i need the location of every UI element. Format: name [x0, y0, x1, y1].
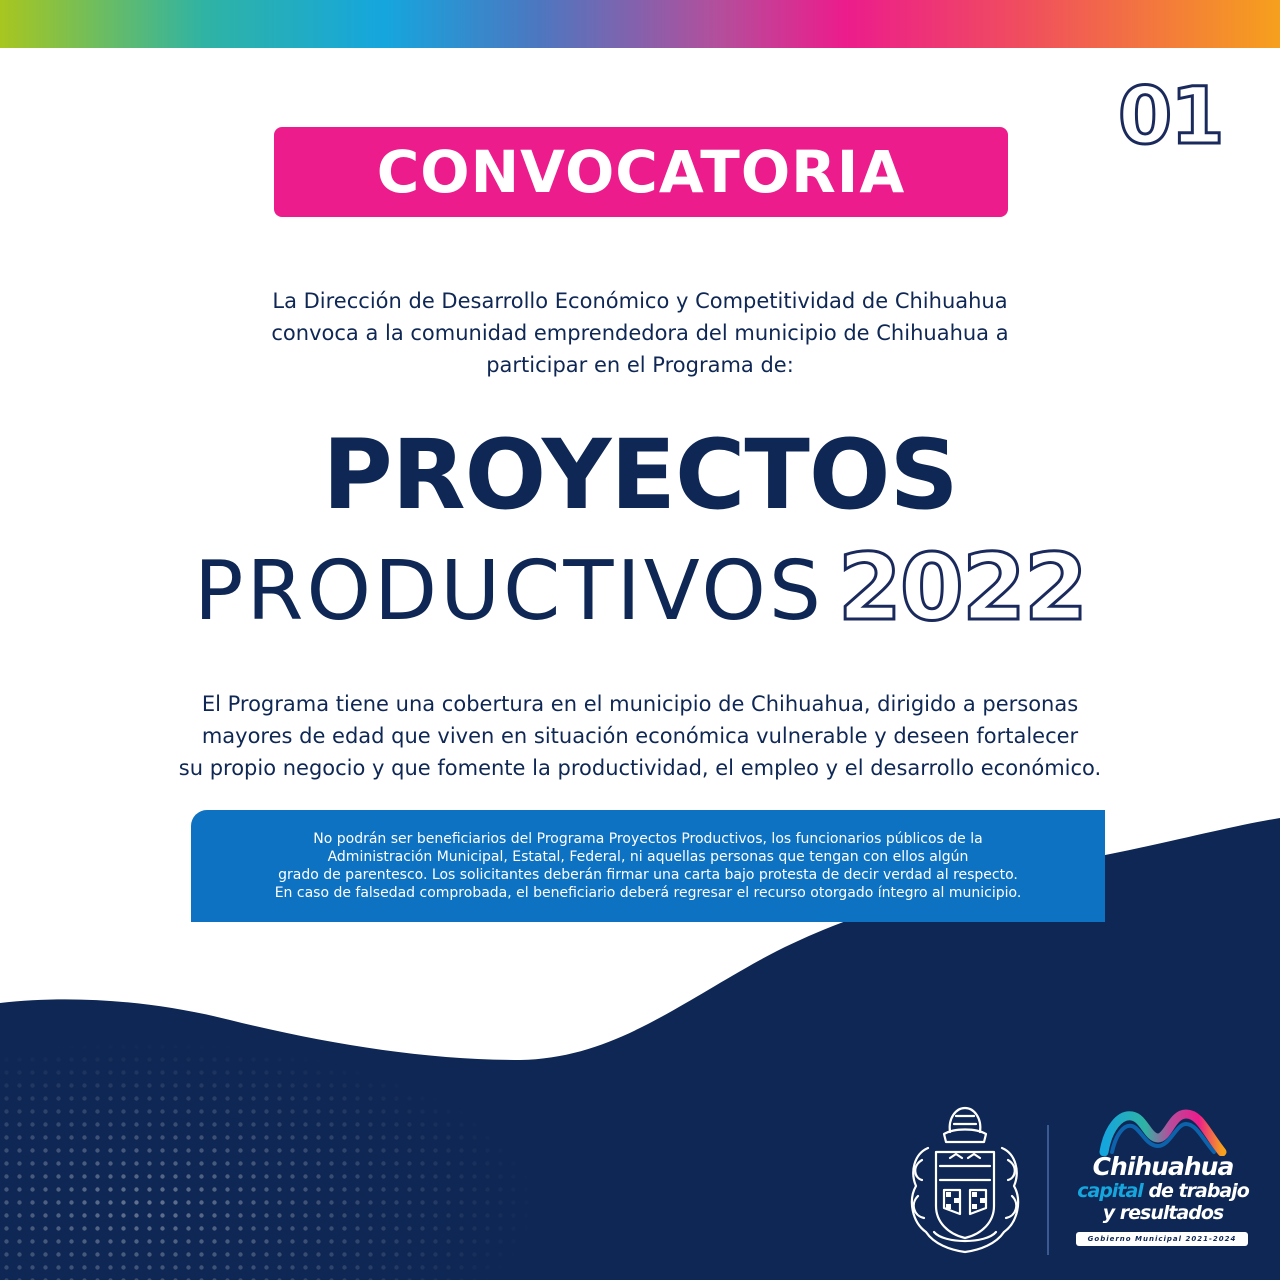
program-description — [60, 688, 1220, 784]
brand-tagline-rest: de trabajo — [1148, 1180, 1249, 1202]
program-title-sub — [0, 534, 1280, 641]
chihuahua-brand-logo — [1068, 1108, 1258, 1258]
program-title-word: PRODUCTIVOS — [194, 544, 824, 639]
notice-line: En caso de falsedad comprobada, el beneficiario deberá regresar el recurso otorgado íntegro al municipio. — [274, 885, 1022, 901]
brand-tagline-line2: y resultados — [1102, 1202, 1224, 1224]
eligibility-notice — [191, 810, 1105, 922]
intro-line: participar en el Programa de: — [486, 353, 794, 377]
program-title-main: PROYECTOS — [322, 419, 958, 531]
coat-of-arms-icon — [904, 1104, 1026, 1256]
intro-paragraph — [140, 285, 1140, 381]
description-line: su propio negocio y que fomente la productividad, el empleo y el desarrollo económico. — [178, 756, 1102, 780]
intro-line: La Dirección de Desarrollo Económico y Competitividad de Chihuahua — [272, 289, 1008, 313]
description-line: mayores de edad que viven en situación económica vulnerable y deseen fortalecer — [201, 724, 1079, 748]
page-number: 01 — [1118, 72, 1223, 162]
notice-text — [203, 830, 1093, 902]
notice-line: grado de parentesco. Los solicitantes deberán firmar una carta bajo protesta de decir verdad al respecto. — [278, 867, 1018, 883]
convocatoria-banner — [274, 127, 1008, 217]
description-line: El Programa tiene una cobertura en el municipio de Chihuahua, dirigido a personas — [201, 692, 1079, 716]
logo-divider — [1047, 1125, 1049, 1255]
notice-line: No podrán ser beneficiarios del Programa Proyectos Productivos, los funcionarios públicos de la — [313, 831, 983, 847]
mountain-wave-icon — [1098, 1108, 1228, 1156]
notice-line: Administración Municipal, Estatal, Federal, ni aquellas personas que tengan con ellos algún — [327, 849, 969, 865]
brand-tagline — [1068, 1182, 1258, 1201]
intro-line: convoca a la comunidad emprendedora del municipio de Chihuahua a — [271, 321, 1009, 345]
banner-title: CONVOCATORIA — [376, 138, 906, 206]
brand-name: Chihuahua — [1092, 1152, 1234, 1181]
brand-strip: Gobierno Municipal 2021-2024 — [1076, 1232, 1248, 1246]
brand-tagline-accent: capital — [1077, 1180, 1143, 1202]
dot-pattern — [0, 980, 720, 1280]
program-year: 2022 — [837, 534, 1086, 641]
